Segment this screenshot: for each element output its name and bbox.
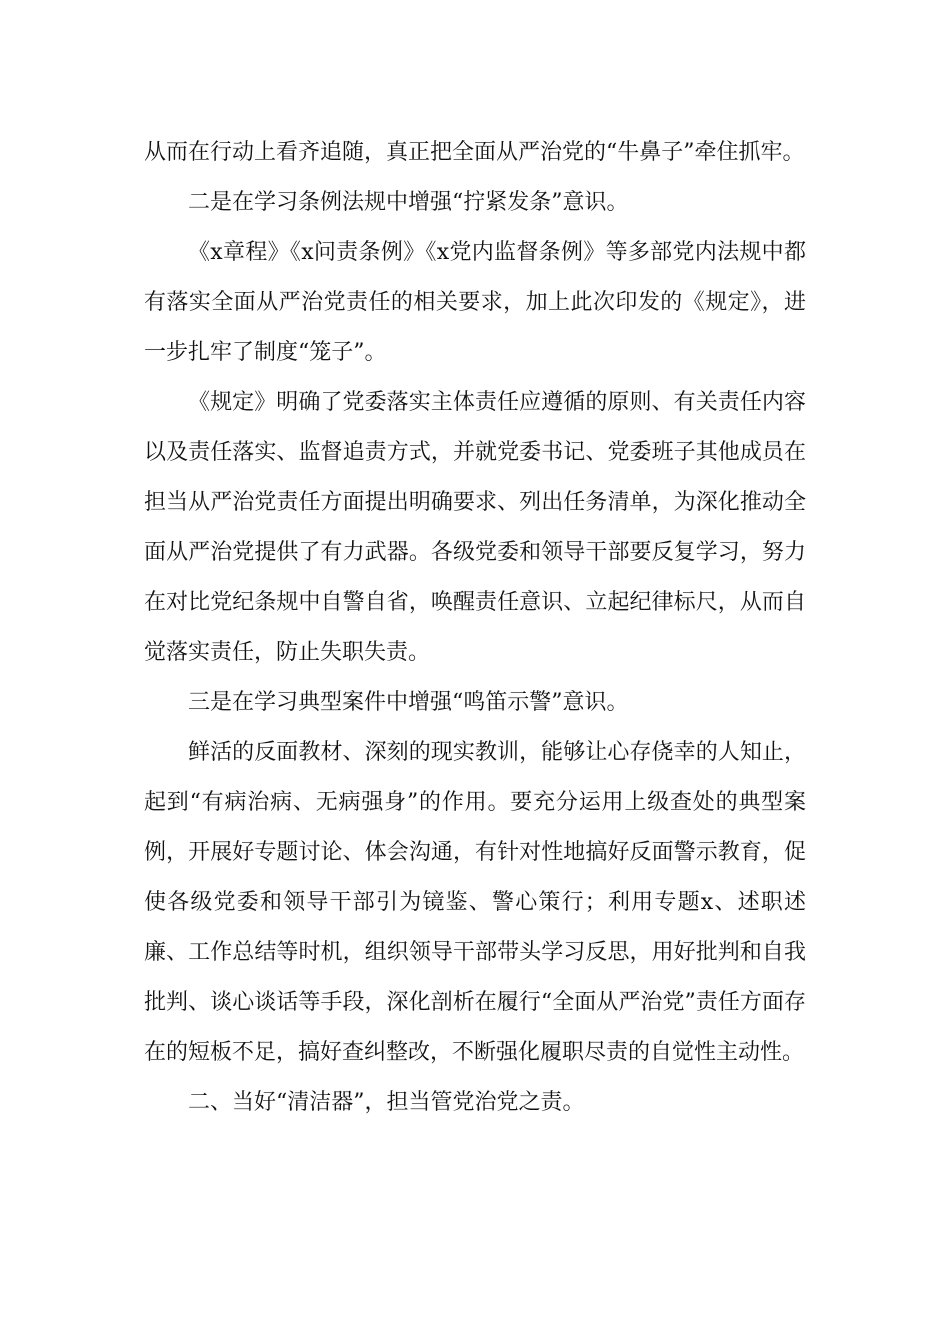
paragraph-7: 二、当好“清洁器”，担当管党治党之责。	[188, 1090, 585, 1115]
paragraph-2: 二是在学习条例法规中增强“拧紧发条”意识。	[188, 190, 629, 215]
paragraph-4: 《规定》明确了党委落实主体责任应遵循的原则、有关责任内容以及责任落实、监督追责方式，并就党委书记、党委班子其他成员在担当从严治党责任方面提出明确要求、列出任务清单，为深化推动全面从严治党提供了有力武器。各级党委和领导干部要反复学习，努力在对比党纪条规中自警自省，唤醒责任意识、立起纪律标尺，从而自觉落实责任，防止失职失责。	[144, 390, 806, 665]
paragraph-3: 《x章程》《x问责条例》《x党内监督条例》等多部党内法规中都有落实全面从严治党责任的相关要求，加上此次印发的《规定》，进一步扎牢了制度“笼子”。	[144, 240, 806, 365]
paragraph-5: 三是在学习典型案件中增强“鸣笛示警”意识。	[188, 690, 629, 715]
paragraph-6: 鲜活的反面教材、深刻的现实教训，能够让心存侥幸的人知止，起到“有病治病、无病强身”的作用。要充分运用上级查处的典型案例，开展好专题讨论、体会沟通，有针对性地搞好反面警示教育，促使各级党委和领导干部引为镜鉴、警心策行；利用专题x、述职述廉、工作总结等时机，组织领导干部带头学习反思，用好批判和自我批判、谈心谈话等手段，深化剖析在履行“全面从严治党”责任方面存在的短板不足，搞好查纠整改，不断强化履职尽责的自觉性主动性。	[144, 740, 806, 1065]
paragraph-1: 从而在行动上看齐追随，真正把全面从严治党的“牛鼻子”牵住抓牢。	[144, 140, 805, 165]
document-body	[144, 128, 806, 1128]
